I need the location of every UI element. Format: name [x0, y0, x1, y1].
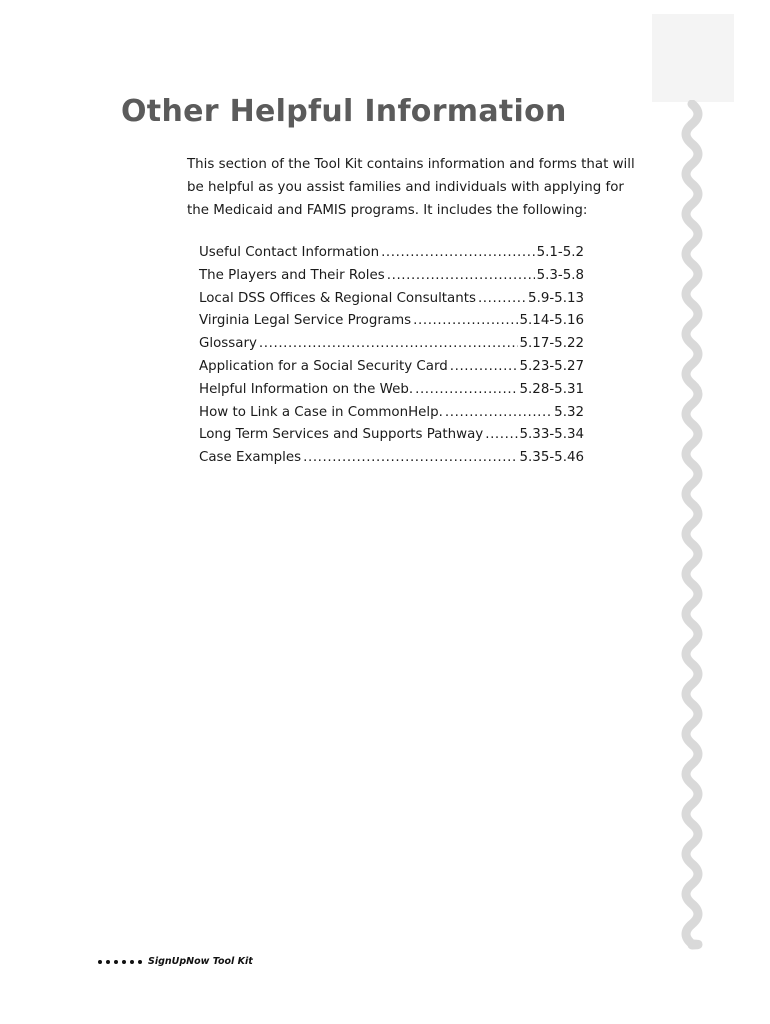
dot-leader: [413, 313, 517, 328]
toc-entry-social-security-card[interactable]: [199, 359, 584, 382]
toc-entry-pages: 5.33-5.34: [519, 427, 584, 443]
page-footer: [98, 956, 253, 967]
toc-entry-label: Virginia Legal Service Programs: [199, 313, 412, 329]
page-title: Other Helpful Information: [121, 94, 567, 129]
toc-entry-virginia-legal-service-programs[interactable]: [199, 313, 584, 336]
dot-leader: [303, 450, 517, 465]
bullet-dot-icon: [106, 960, 110, 964]
toc-entry-label: Application for a Social Security Card: [199, 358, 448, 374]
toc-entry-glossary[interactable]: [199, 336, 584, 359]
toc-entry-link-case-commonhelp[interactable]: [199, 405, 584, 428]
toc-entry-pages: 5.3-5.8: [536, 267, 584, 283]
toc-entry-label: Glossary: [199, 336, 257, 352]
footer-title: SignUpNow Tool Kit: [148, 956, 253, 967]
bullet-dot-icon: [122, 960, 126, 964]
toc-entry-local-dss-offices[interactable]: [199, 291, 584, 314]
bullet-dot-icon: [138, 960, 142, 964]
dot-leader: [415, 382, 517, 397]
table-of-contents: [199, 245, 584, 473]
toc-entry-pages: 5.32: [554, 404, 584, 420]
dot-leader: [381, 245, 535, 260]
toc-entry-players-and-roles[interactable]: [199, 268, 584, 291]
footer-bullet-dots: [98, 960, 142, 964]
toc-entry-pages: 5.28-5.31: [519, 381, 584, 397]
corner-tab: [652, 14, 734, 102]
intro-line: be helpful as you assist families and individuals with applying for: [187, 180, 624, 195]
bullet-dot-icon: [114, 960, 118, 964]
toc-entry-pages: 5.1-5.2: [536, 245, 584, 260]
dot-leader: [387, 268, 535, 283]
toc-entry-label: Long Term Services and Supports Pathway: [199, 427, 484, 443]
intro-line: This section of the Tool Kit contains information and forms that will: [187, 157, 635, 172]
toc-entry-pages: 5.17-5.22: [519, 336, 584, 352]
toc-entry-long-term-services[interactable]: [199, 427, 584, 450]
toc-entry-case-examples[interactable]: [199, 450, 584, 473]
dot-leader: [259, 336, 518, 351]
intro-line: the Medicaid and FAMIS programs. It includes the following:: [187, 203, 588, 218]
toc-entry-helpful-information-web[interactable]: [199, 382, 584, 405]
toc-entry-label: The Players and Their Roles: [199, 267, 385, 283]
bullet-dot-icon: [98, 960, 102, 964]
toc-entry-label: How to Link a Case in CommonHelp.: [199, 404, 443, 420]
dot-leader: [478, 291, 526, 306]
intro-paragraph: [187, 153, 657, 222]
toc-entry-label: Useful Contact Information: [199, 245, 380, 260]
bullet-dot-icon: [130, 960, 134, 964]
toc-entry-pages: 5.14-5.16: [519, 313, 584, 329]
dot-leader: [445, 405, 552, 420]
toc-entry-pages: 5.9-5.13: [528, 290, 584, 306]
toc-entry-label: Helpful Information on the Web.: [199, 381, 414, 397]
toc-entry-pages: 5.35-5.46: [519, 450, 584, 466]
toc-entry-pages: 5.23-5.27: [519, 358, 584, 374]
toc-entry-label: Local DSS Offices & Regional Consultants: [199, 290, 476, 306]
dot-leader: [485, 427, 517, 442]
toc-entry-label: Case Examples: [199, 450, 302, 466]
dot-leader: [450, 359, 518, 374]
toc-entry-useful-contact-information[interactable]: [199, 245, 584, 268]
wavy-page-edge: [672, 100, 712, 950]
